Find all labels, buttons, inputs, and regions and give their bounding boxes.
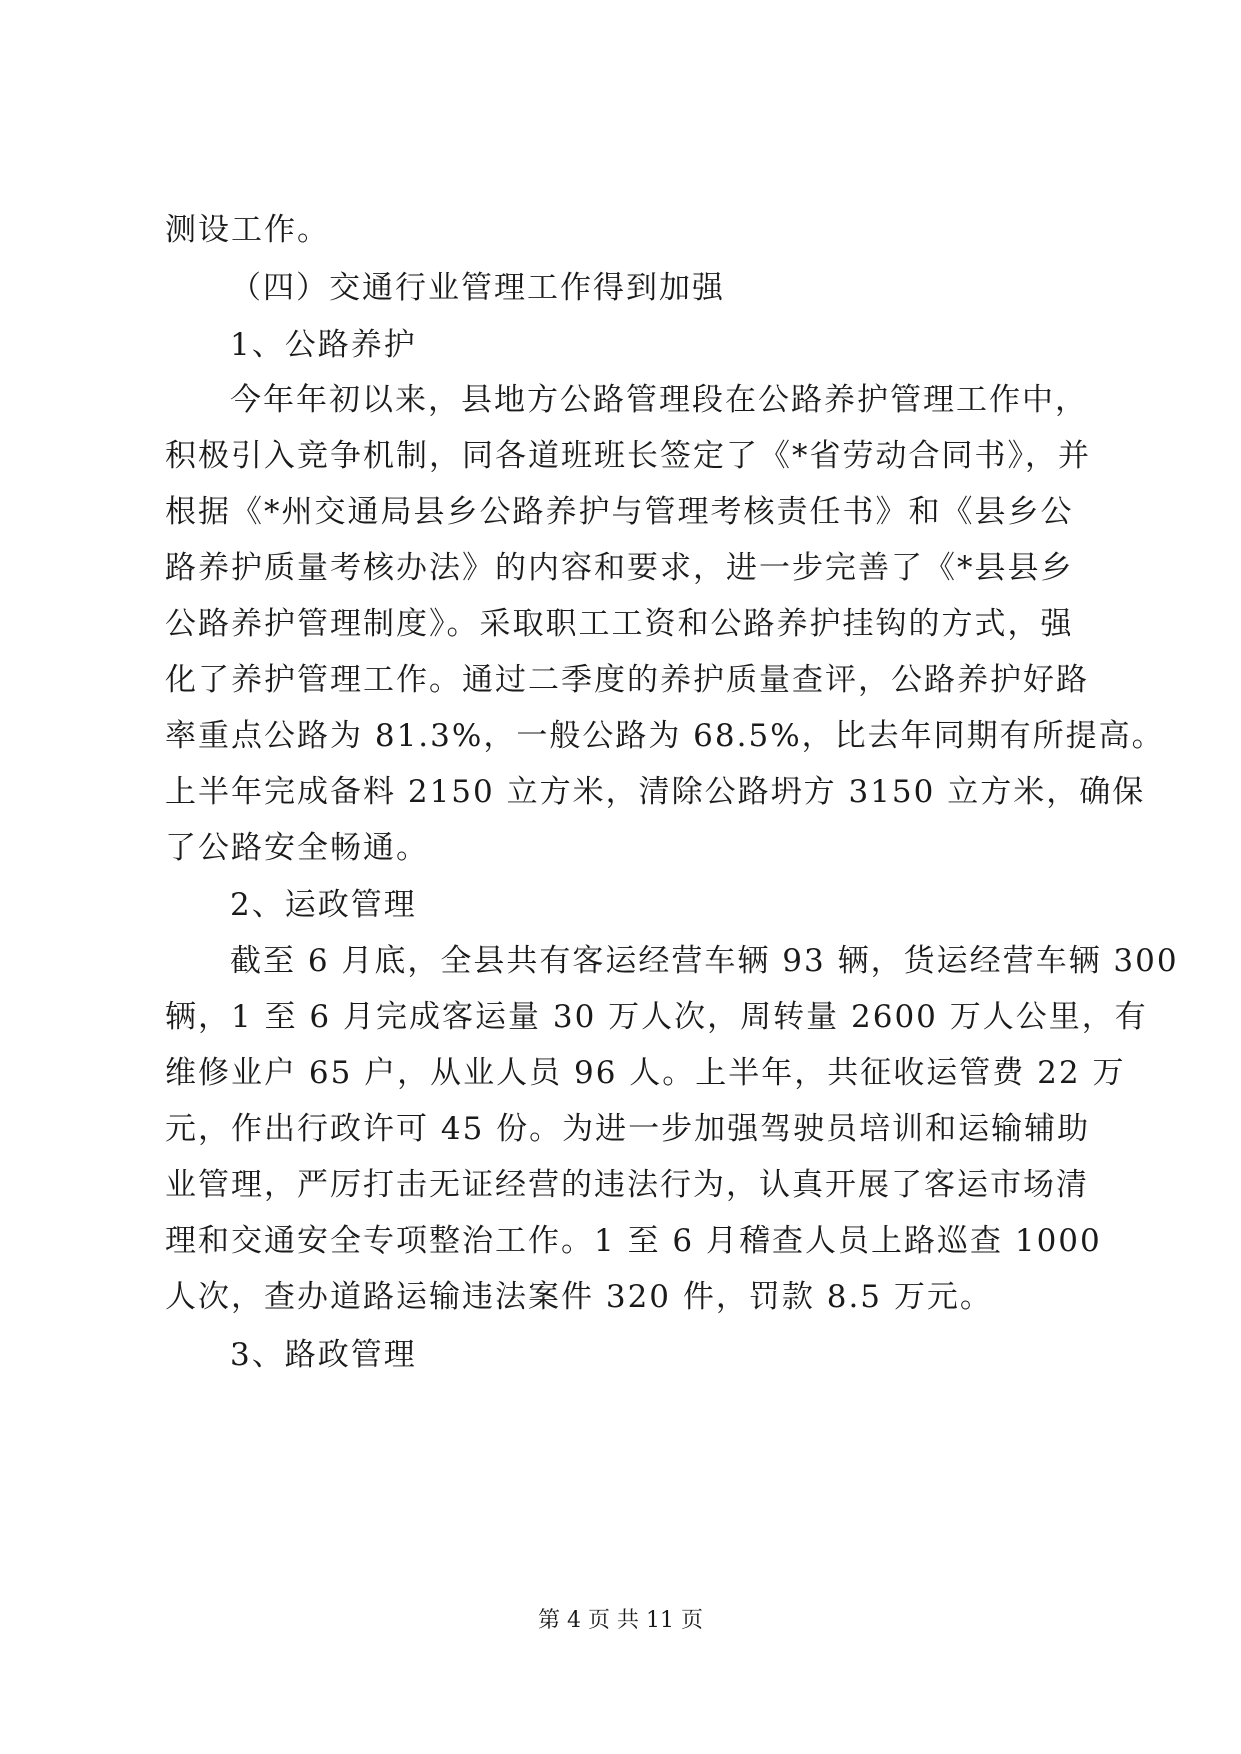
paragraph-line: 上半年完成备料 2150 立方米，清除公路坍方 3150 立方米，确保 — [165, 774, 1146, 810]
paragraph-line: 积极引入竞争机制，同各道班班长签定了《*省劳动合同书》，并 — [165, 438, 1091, 474]
paragraph-line: 理和交通安全专项整治工作。1 至 6 月稽查人员上路巡查 1000 — [165, 1223, 1102, 1259]
paragraph-line: 根据《*州交通局县乡公路养护与管理考核责任书》和《县乡公 — [165, 494, 1074, 530]
paragraph-line: 辆，1 至 6 月完成客运量 30 万人次，周转量 2600 万人公里，有 — [165, 999, 1148, 1035]
subheading: 1、公路养护 — [230, 327, 417, 363]
text-line: 测设工作。 — [165, 212, 330, 248]
paragraph-line: 业管理，严厉打击无证经营的违法行为，认真开展了客运市场清 — [165, 1167, 1089, 1203]
paragraph-line: 率重点公路为 81.3%，一般公路为 68.5%，比去年同期有所提高。 — [165, 718, 1165, 754]
section-heading: （四）交通行业管理工作得到加强 — [230, 270, 725, 306]
subheading: 2、运政管理 — [230, 887, 417, 923]
paragraph-line: 维修业户 65 户，从业人员 96 人。上半年，共征收运管费 22 万 — [165, 1055, 1126, 1091]
paragraph-line: 路养护质量考核办法》的内容和要求，进一步完善了《*县县乡 — [165, 550, 1074, 586]
paragraph-line: 截至 6 月底，全县共有客运经营车辆 93 辆，货运经营车辆 300 — [230, 943, 1179, 979]
subheading: 3、路政管理 — [230, 1337, 417, 1373]
paragraph-line: 了公路安全畅通。 — [165, 830, 429, 866]
paragraph-line: 今年年初以来，县地方公路管理段在公路养护管理工作中， — [230, 382, 1088, 418]
paragraph-line: 元，作出行政许可 45 份。为进一步加强驾驶员培训和运输辅助 — [165, 1111, 1091, 1147]
paragraph-line: 人次，查办道路运输违法案件 320 件，罚款 8.5 万元。 — [165, 1279, 993, 1315]
page-number-footer: 第 4 页 共 11 页 — [538, 1608, 703, 1633]
paragraph-line: 化了养护管理工作。通过二季度的养护质量查评，公路养护好路 — [165, 662, 1089, 698]
paragraph-line: 公路养护管理制度》。采取职工工资和公路养护挂钩的方式，强 — [165, 606, 1074, 642]
